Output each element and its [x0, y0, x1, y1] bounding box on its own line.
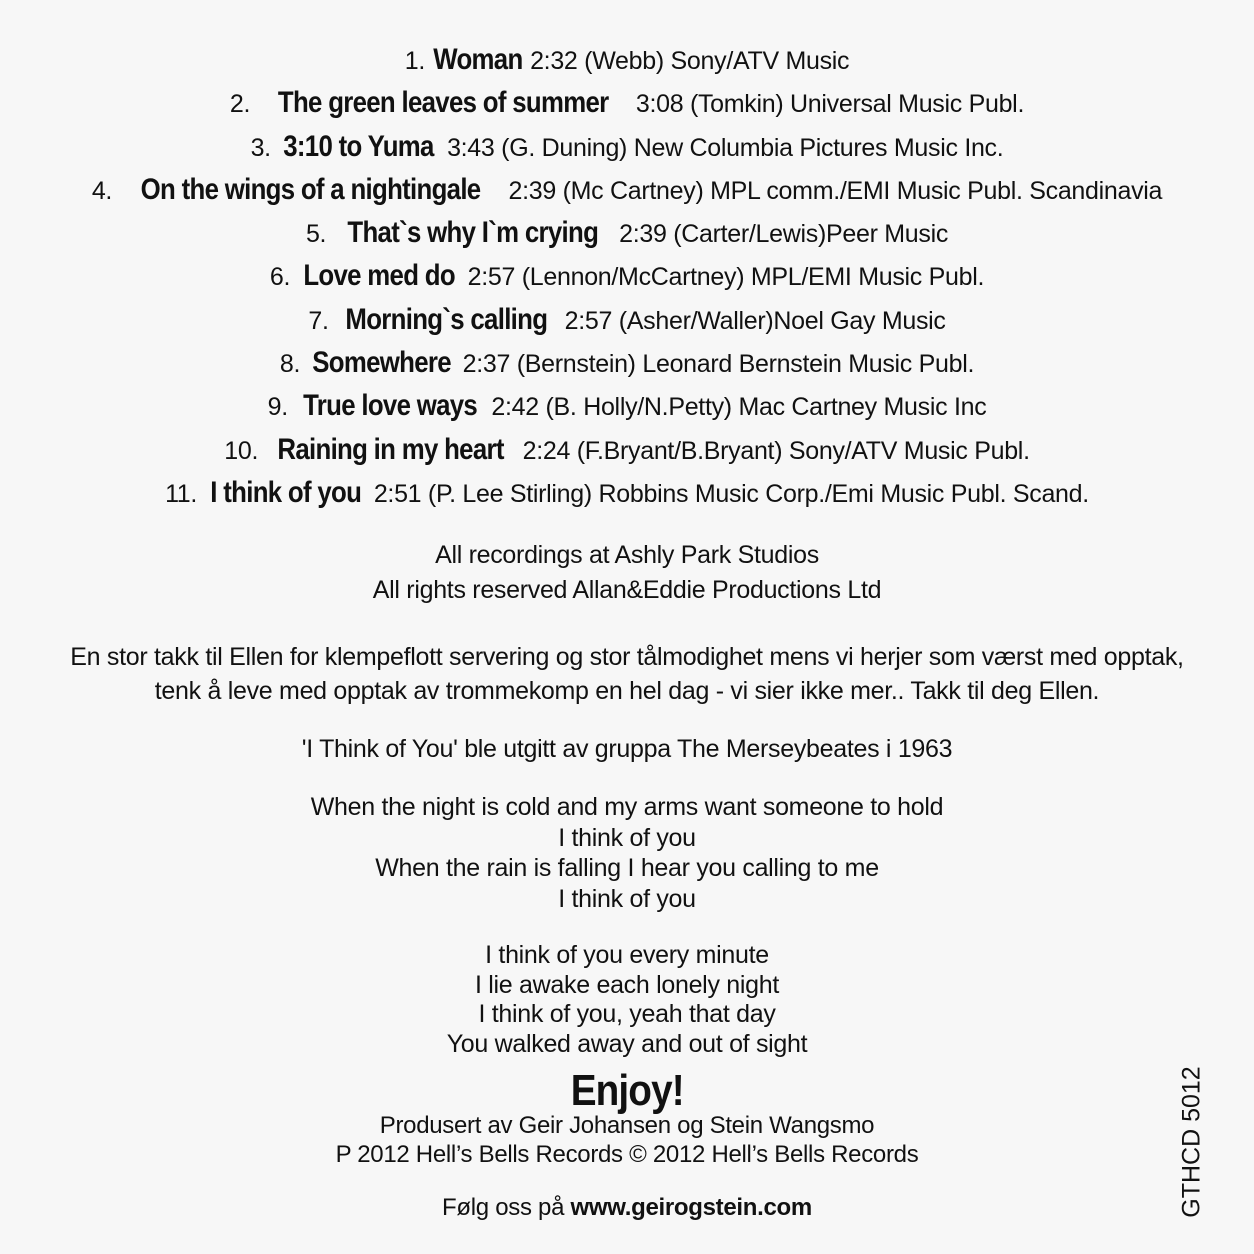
lyric-line: I think of you [558, 884, 696, 913]
track-number: 8. [279, 350, 301, 379]
track-number: 11. [165, 479, 198, 508]
track-row [0, 428, 1254, 471]
thanks-note [0, 640, 1254, 708]
track-row [0, 471, 1254, 514]
lyric-line: You walked away and out of sight [446, 1029, 808, 1058]
track-row [0, 81, 1254, 124]
track-number: 5. [305, 220, 327, 249]
catalog-number: GTHCD 5012 [1177, 1066, 1206, 1218]
track-title: The green leaves of summer [277, 86, 609, 120]
website-url: www.geirogstein.com [570, 1194, 812, 1221]
track-title: That`s why I`m crying [347, 216, 599, 250]
track-list [0, 38, 1254, 514]
track-title: On the wings of a nightingale [140, 172, 481, 206]
track-row [0, 384, 1254, 427]
track-title: True love ways [302, 389, 477, 423]
track-title: Love med do [303, 259, 455, 293]
enjoy-heading [0, 1064, 1254, 1118]
studio-notes [0, 538, 1254, 608]
track-row [0, 125, 1254, 168]
track-number: 9. [267, 393, 288, 422]
track-info: 2:39 (Mc Cartney) MPL comm./EMI Music Publ. Scandinavia [508, 176, 1163, 205]
track-info: 2:32 (Webb) Sony/ATV Music [530, 47, 850, 75]
track-row [0, 211, 1254, 254]
track-number: 6. [269, 263, 291, 292]
track-number: 10. [224, 436, 259, 465]
producers-line: Produsert av Geir Johansen og Stein Wangsmo [379, 1112, 875, 1139]
track-row [0, 341, 1254, 384]
lyric-line: I think of you every minute [485, 941, 769, 969]
track-info: 3:43 (G. Duning) New Columbia Pictures Music Inc. [447, 133, 1004, 162]
track-info: 2:24 (F.Bryant/B.Bryant) Sony/ATV Music Publ. [522, 436, 1030, 465]
lyric-line: I think of you, yeah that day [478, 1000, 776, 1028]
track-row [0, 38, 1254, 81]
track-title: Morning`s calling [345, 302, 548, 336]
track-number: 1. [404, 47, 425, 75]
history-line: 'I Think of You' ble utgitt av gruppa The Merseybeates i 1963 [301, 735, 953, 763]
track-number: 7. [308, 306, 329, 335]
track-info: 2:57 (Asher/Waller)Noel Gay Music [564, 306, 946, 335]
track-title: I think of you [210, 475, 361, 509]
track-info: 2:37 (Bernstein) Leonard Bernstein Music Publ. [462, 350, 975, 379]
track-row [0, 254, 1254, 297]
track-number: 3. [250, 133, 271, 162]
track-info: 3:08 (Tomkin) Universal Music Publ. [635, 90, 1025, 119]
rights-line: All rights reserved Allan&Eddie Productions Ltd [372, 576, 882, 604]
follow-prefix: Følg oss på [442, 1194, 565, 1221]
copyright-line: P 2012 Hell’s Bells Records © 2012 Hell’s Bells Records [335, 1140, 919, 1168]
track-row [0, 298, 1254, 341]
history-note [0, 731, 1254, 767]
lyrics-verse-2 [0, 941, 1254, 1059]
follow-line [0, 1192, 1254, 1224]
track-number: 4. [91, 176, 113, 205]
lyric-line: I lie awake each lonely night [475, 970, 779, 999]
lyric-line: I think of you [558, 823, 696, 852]
thanks-line: tenk å leve med opptak av trommekomp en hel dag - vi sier ikke mer.. Takk til deg Ellen. [154, 677, 1100, 705]
lyric-line: When the rain is falling I hear you calling to me [375, 854, 879, 882]
track-info: 2:51 (P. Lee Stirling) Robbins Music Corp./Emi Music Publ. Scand. [373, 479, 1089, 508]
credits [0, 1112, 1254, 1169]
thanks-line: En stor takk til Ellen for klempeflott servering og stor tålmodighet mens vi herjer som værst med opptak, [70, 643, 1184, 671]
lyric-line: When the night is cold and my arms want someone to hold [310, 793, 944, 821]
track-title: 3:10 to Yuma [283, 129, 435, 163]
track-info: 2:42 (B. Holly/N.Petty) Mac Cartney Music Inc [491, 393, 987, 422]
track-title: Woman [432, 43, 523, 76]
track-info: 2:39 (Carter/Lewis)Peer Music [619, 220, 949, 249]
track-number: 2. [229, 90, 251, 119]
track-row [0, 168, 1254, 211]
studio-line: All recordings at Ashly Park Studios [435, 541, 819, 569]
lyrics-verse-1 [0, 792, 1254, 914]
enjoy-text: Enjoy! [570, 1066, 684, 1115]
track-title: Raining in my heart [277, 432, 504, 466]
track-info: 2:57 (Lennon/McCartney) MPL/EMI Music Publ. [467, 263, 985, 292]
track-title: Somewhere [312, 346, 451, 380]
